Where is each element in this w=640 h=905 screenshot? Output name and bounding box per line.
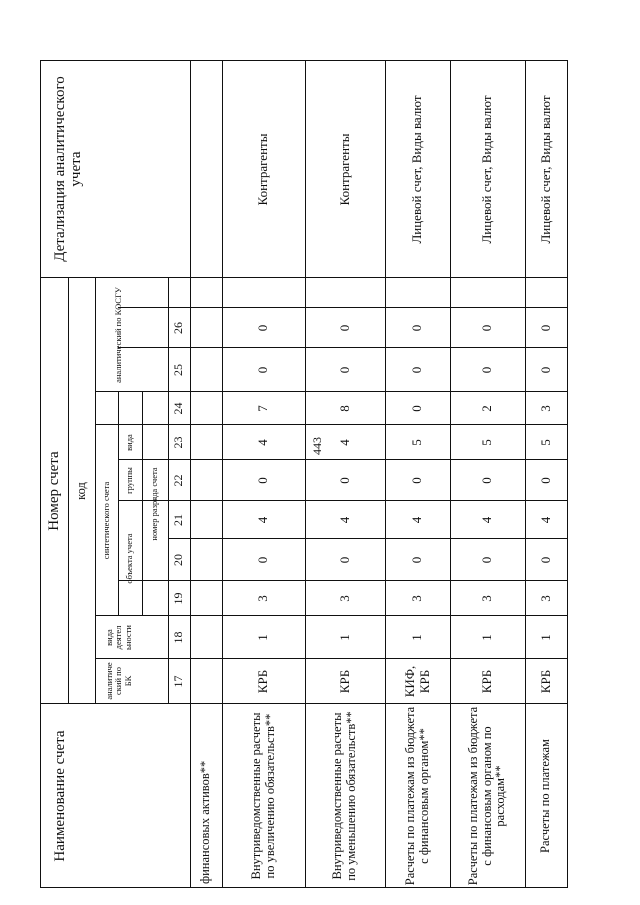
row-v18: 1	[409, 634, 425, 641]
digit-26: 26	[171, 322, 186, 334]
digit-23: 23	[171, 436, 186, 449]
digit-18: 18	[171, 631, 186, 644]
header-kind: вида	[124, 434, 135, 451]
digit-20: 20	[171, 554, 186, 566]
digit-24: 24	[171, 402, 186, 415]
digit-25: 25	[171, 364, 186, 376]
row-v26: 0	[479, 324, 495, 332]
row-v20: 0	[255, 556, 271, 564]
row-v25: 0	[479, 366, 495, 374]
row-v23: 5	[479, 439, 495, 446]
row-v25: 0	[409, 366, 425, 374]
row-v26: 0	[537, 324, 553, 332]
row-kbk: КРБ	[479, 669, 495, 694]
row-v26: 0	[336, 324, 352, 332]
rotated-table	[40, 60, 568, 888]
header-detail: Детализация аналитического учета	[51, 76, 84, 262]
row-name: Внутриведомственные расчеты по уменьшению обязательств**	[330, 711, 358, 881]
row-v23: 5	[537, 439, 553, 446]
row-v22: 0	[336, 477, 352, 484]
row-v19: 3	[336, 595, 352, 602]
row-v24: 7	[255, 405, 271, 412]
header-digit-number: номер разряда счета	[149, 467, 160, 541]
row-v25: 0	[336, 366, 352, 374]
row-v19: 3	[409, 595, 425, 602]
row-v21: 4	[409, 516, 425, 524]
grid-line	[567, 60, 568, 888]
row-kbk: КРБ	[537, 669, 553, 694]
row-v19: 3	[479, 595, 495, 602]
row-detail: Лицевой счет, Виды валют	[409, 95, 425, 244]
row-v22: 0	[409, 477, 425, 484]
row-v24: 2	[479, 405, 495, 412]
row-v23: 4	[336, 439, 352, 446]
row-v18: 1	[479, 634, 495, 641]
row-v24: 3	[537, 405, 553, 412]
row-v20: 0	[537, 556, 553, 564]
digit-17: 17	[171, 675, 186, 688]
header-code: код	[73, 482, 88, 500]
row-v21: 4	[537, 516, 553, 524]
row-v26: 0	[409, 324, 425, 332]
row-kbk: КРБ	[255, 669, 271, 694]
header-account-number: Номер счета	[45, 451, 62, 531]
row-name: Расчеты по платежам из бюджета с финансовым органом по расходам**	[465, 706, 508, 886]
row-v20: 0	[409, 556, 425, 564]
row-v21: 4	[336, 516, 352, 524]
header-analytic-bk: аналитиче ский по БК	[103, 662, 133, 700]
row-v25: 0	[537, 366, 553, 374]
row-v20: 0	[479, 556, 495, 564]
row-v18: 1	[336, 634, 352, 641]
page-number: 443	[310, 437, 324, 455]
digit-21: 21	[171, 514, 186, 526]
row-detail: Контрагенты	[336, 133, 352, 206]
row-name: Расчеты по платежам	[538, 739, 553, 853]
header-activity-type: вида деятел ьности	[103, 625, 133, 650]
digit-22: 22	[171, 474, 186, 487]
row-detail: Контрагенты	[255, 133, 271, 206]
row-v24: 8	[336, 405, 352, 412]
row-v23: 5	[409, 439, 425, 446]
header-synthetic: синтетического счета	[100, 481, 111, 560]
row-v22: 0	[479, 477, 495, 484]
header-analytic-kosgu: аналитический по КОСГУ	[112, 287, 123, 383]
grid-line	[40, 887, 568, 888]
header-group: группы	[124, 467, 135, 494]
row-v21: 4	[255, 516, 271, 524]
row-v19: 3	[255, 595, 271, 602]
row-name: Внутриведомственные расчеты по увеличению обязательств**	[248, 712, 277, 880]
header-account-name: Наименование счета	[51, 730, 68, 862]
row-kbk: КИФ, КРБ	[402, 665, 432, 698]
row-v20: 0	[336, 556, 352, 564]
row-v19: 3	[537, 595, 553, 602]
row-v22: 0	[255, 477, 271, 484]
row-v23: 4	[255, 439, 271, 446]
header-object: объекта учета	[124, 533, 135, 584]
row-v22: 0	[537, 477, 553, 484]
row-v24: 0	[409, 405, 425, 412]
digit-19: 19	[171, 592, 186, 605]
row-v21: 4	[479, 516, 495, 524]
row-v18: 1	[255, 634, 271, 641]
row-detail: Лицевой счет, Виды валют	[479, 95, 495, 244]
row-v18: 1	[537, 634, 553, 641]
row-v25: 0	[255, 366, 271, 374]
row-name: финансовых активов**	[198, 760, 213, 884]
row-v26: 0	[255, 324, 271, 332]
row-name: Расчеты по платежам из бюджета с финансовым органом**	[402, 706, 431, 886]
row-detail: Лицевой счет, Виды валют	[537, 95, 553, 244]
row-kbk: КРБ	[336, 669, 352, 694]
